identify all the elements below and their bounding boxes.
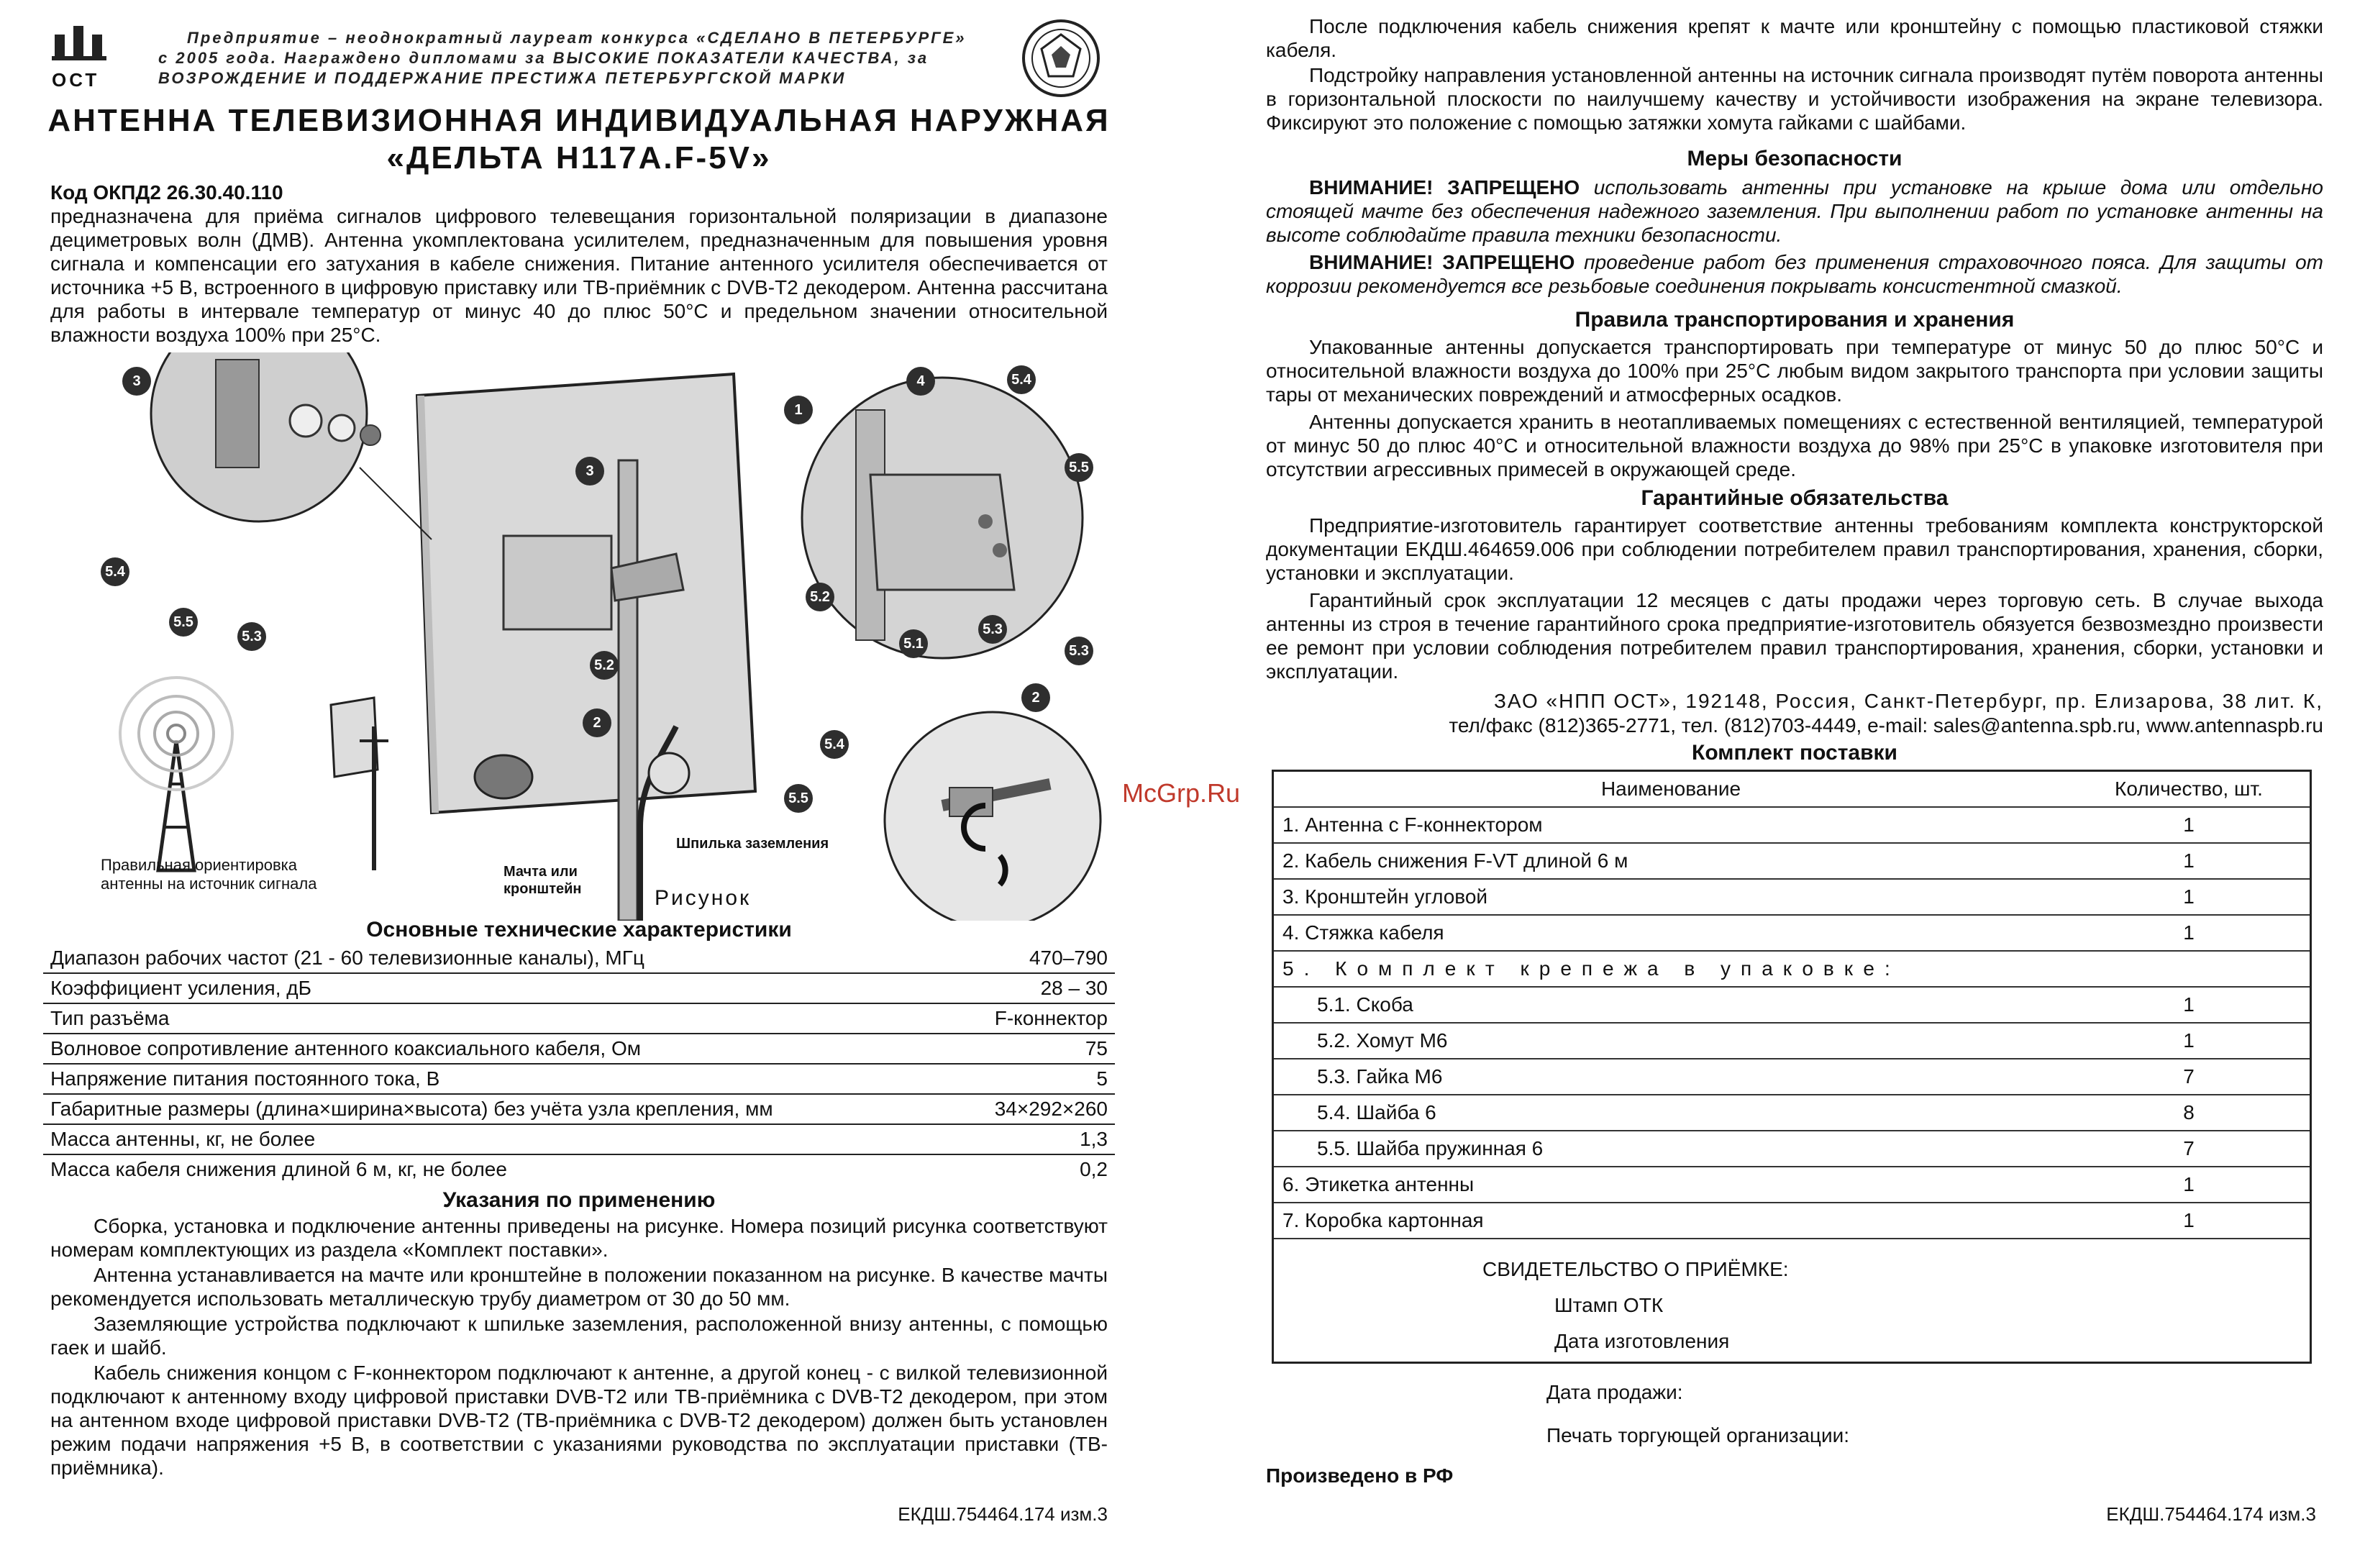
figure-badge: 2	[583, 708, 611, 737]
kit-item-qty: 1	[2068, 987, 2310, 1023]
safety-paragraph-2	[1266, 250, 2323, 298]
kit-item-name: 6. Этикетка антенны	[1274, 1167, 2068, 1203]
figure-badge: 5.3	[978, 615, 1007, 644]
mast-label	[503, 863, 582, 898]
kit-item-name: 5.5. Шайба пружинная 6	[1274, 1131, 2068, 1167]
figure-badge: 5.5	[784, 784, 813, 813]
spec-value: F-коннектор	[994, 1007, 1108, 1029]
kit-item-name: 7. Коробка картонная	[1274, 1203, 2068, 1239]
logo-text: ОСТ	[52, 69, 100, 91]
kit-item-name: 4. Стяжка кабеля	[1274, 915, 2068, 951]
safety-2-lead: ВНИМАНИЕ! ЗАПРЕЩЕНО	[1309, 251, 1575, 273]
spec-value: 0,2	[1080, 1158, 1108, 1180]
spec-label: Масса антенны, кг, не более	[50, 1128, 316, 1150]
kit-item-qty: 1	[2068, 915, 2310, 951]
right-footer-code: ЕКДШ.754464.174 изм.3	[2106, 1503, 2316, 1525]
right-page	[1266, 0, 2323, 1568]
warranty-paragraph-2: Гарантийный срок эксплуатации 12 месяцев с даты продажи через торговую сеть. В случае выхода антенны из строя в течение гарантийного срока предприятие-изготовитель обязуется безвозмездно произвести ее ремонт при условии соблюдения потребителем правил транспортирования, хранения, сборки, установки и эксплуатации.	[1266, 589, 2323, 683]
figure-badge: 4	[906, 367, 935, 396]
usage-paragraph: Кабель снижения концом с F-коннектором подключают к антенне, а другой конец - с вилкой телевизионной подключают к антенному входу цифровой приставки DVB-T2 или ТВ-приёмника с DVB-T2 декодером, при этом на антенном входе цифровой приставки DVB-T2 (ТВ-приёмника с DVB-T2 декодером) должен быть установлен режим подачи напряжения +5 В, в соответствии с указаниями руководства по эксплуатации приставки (ТВ-приёмника).	[50, 1362, 1108, 1479]
kit-item-name: 3. Кронштейн угловой	[1274, 879, 2068, 915]
kit-item-name: 5.3. Гайка М6	[1274, 1059, 2068, 1095]
mast-label-line-2: кронштейн	[503, 881, 582, 897]
kit-item-qty: 7	[2068, 1059, 2310, 1095]
kit-row	[1274, 843, 2310, 879]
seller-stamp: Печать торгующей организации:	[1546, 1424, 1850, 1446]
left-page	[43, 0, 1115, 1568]
sale-date: Дата продажи:	[1546, 1381, 1683, 1403]
specs-heading: Основные технические характеристики	[366, 918, 792, 942]
spec-row	[43, 944, 1115, 974]
warranty-paragraph-1: Предприятие-изготовитель гарантирует соответствие антенны требованиям комплекта конструкторской документации ЕКДШ.464659.006 при соблюдении потребителем правил транспортирования, хранения, сборки, установки и эксплуатации.	[1266, 514, 2323, 584]
orientation-note-line-1: Правильная ориентировка	[101, 856, 297, 874]
company-line-1: ЗАО «НПП ОСТ», 192148, Россия, Санкт-Петербург, пр. Елизарова, 38 лит. К,	[1493, 690, 2323, 712]
spec-row	[43, 1095, 1115, 1125]
orientation-note	[101, 856, 316, 893]
spec-value: 75	[1085, 1037, 1108, 1059]
kit-col-name: Наименование	[1274, 772, 2068, 807]
assembly-figure	[43, 352, 1115, 921]
kit-row	[1274, 1167, 2310, 1203]
safety-1-text: использовать антенны при установке на крыше дома или отдельно стоящей мачте без обеспечения надежного заземления. При выполнении работ по установке антенны на высоте соблюдайте правила техники безопасности.	[1266, 176, 2323, 246]
figure-badge: 5.3	[1065, 637, 1093, 665]
transport-paragraph-1: Упакованные антенны допускается транспортировать при температуре от минус 50 до плюс 50°С и относительной влажности воздуха до 100% при 25°С любым видом закрытого транспорта при условии защиты тары от механических повреждений и атмосферных осадков.	[1266, 336, 2323, 406]
spec-row	[43, 1155, 1115, 1184]
quality-seal-icon	[1021, 19, 1101, 98]
company-line-2: тел/факс (812)365-2771, тел. (812)703-4449, e-mail: sales@antenna.spb.ru, www.antennaspb.ru	[1449, 714, 2323, 737]
kit-table-frame	[1272, 770, 2312, 1364]
kit-item-qty: 1	[2068, 807, 2310, 843]
award-line-2: с 2005 года. Награждено дипломами за ВЫСОКИЕ ПОКАЗАТЕЛИ КАЧЕСТВА, за	[158, 49, 929, 67]
usage-paragraph: Сборка, установка и подключение антенны приведены на рисунке. Номера позиций рисунка соответствуют номерам комплектующих из раздела «Комплект поставки».	[50, 1215, 1108, 1261]
company-info	[1266, 689, 2323, 738]
kit-item-name: 5.1. Скоба	[1274, 987, 2068, 1023]
acceptance-date: Дата изготовления	[1554, 1330, 1730, 1352]
figure-badge: 3	[575, 457, 604, 486]
figure-badge: 5.4	[101, 557, 129, 586]
kit-item-qty: 7	[2068, 1131, 2310, 1167]
kit-row	[1274, 915, 2310, 951]
spec-value: 470–790	[1029, 947, 1108, 969]
kit-table	[1274, 772, 2310, 1239]
transport-paragraph-2: Антенны допускается хранить в неотапливаемых помещениях с естественной вентиляцией, температурой от минус 50 до плюс 40°С и относительной влажности воздуха до 98% при 25°С в упаковке изготовителя при отсутствии агрессивных примесей в окружающей среде.	[1266, 411, 2323, 480]
figure-badge: 5.4	[1007, 365, 1036, 394]
kit-item-qty	[2068, 951, 2310, 987]
usage-heading: Указания по применению	[442, 1188, 716, 1212]
orientation-note-line-2: антенны на источник сигнала	[101, 875, 317, 893]
kit-item-qty: 1	[2068, 1203, 2310, 1239]
kit-row	[1274, 807, 2310, 843]
right-paragraph-1: После подключения кабель снижения крепят к мачте или кронштейну с помощью пластиковой стяжки кабеля.	[1266, 15, 2323, 61]
spec-row	[43, 1004, 1115, 1034]
figure-badge: 5.1	[899, 629, 928, 658]
spec-row	[43, 1034, 1115, 1065]
kit-row	[1274, 1059, 2310, 1095]
kit-item-name: 5.4. Шайба 6	[1274, 1095, 2068, 1131]
figure-badge: 5.3	[237, 622, 266, 651]
figure-badge: 5.5	[1065, 453, 1093, 482]
spec-label: Волновое сопротивление антенного коаксиального кабеля, Ом	[50, 1037, 641, 1059]
safety-paragraph-1	[1266, 176, 2323, 247]
made-in: Произведено в РФ	[1266, 1464, 1454, 1487]
spec-value: 34×292×260	[994, 1098, 1108, 1120]
product-title-line-1: АНТЕННА ТЕЛЕВИЗИОННАЯ ИНДИВИДУАЛЬНАЯ НАРУЖНАЯ	[47, 103, 1111, 138]
spec-label: Коэффициент усиления, дБ	[50, 977, 311, 999]
kit-item-name: 1. Антенна с F-коннектором	[1274, 807, 2068, 843]
spec-row	[43, 974, 1115, 1004]
award-line-3: ВОЗРОЖДЕНИЕ И ПОДДЕРЖАНИЕ ПРЕСТИЖА ПЕТЕРБУРГСКОЙ МАРКИ	[158, 69, 847, 87]
intro-text: предназначена для приёма сигналов цифрового телевещания горизонтальной поляризации в диапазоне дециметровых волн (ДМВ). Антенна укомплектована усилителем, предназначенным для повышения уровня сигнала и компенсации его затухания в кабеле снижения. Питание антенного усилителя обеспечивается от источника +5 В, встроенного в цифровую приставку или ТВ-приёмник с DVB-T2 декодером. Антенна рассчитана для работы в интервале температур от минус 40 до плюс 50°С и предельном значении относительной влажности воздуха 100% при 25°С.	[50, 205, 1108, 346]
spec-label: Напряжение питания постоянного тока, В	[50, 1067, 440, 1090]
kit-item-qty: 1	[2068, 879, 2310, 915]
kit-item-qty: 1	[2068, 1167, 2310, 1203]
kit-heading: Комплект поставки	[1692, 741, 1897, 765]
usage-paragraph: Заземляющие устройства подключают к шпильке заземления, расположенной внизу антенны, с помощью гаек и шайб.	[50, 1313, 1108, 1359]
specs-table	[43, 944, 1115, 1188]
kit-header-row	[1274, 772, 2310, 807]
kit-item-qty: 8	[2068, 1095, 2310, 1131]
spec-label: Диапазон рабочих частот (21 - 60 телевизионные каналы), МГц	[50, 947, 644, 969]
figure-badge: 2	[1021, 683, 1050, 712]
acceptance-stamp: Штамп ОТК	[1554, 1294, 1664, 1316]
kit-item-name: 2. Кабель снижения F-VT длиной 6 м	[1274, 843, 2068, 879]
transport-heading: Правила транспортирования и хранения	[1575, 308, 2015, 332]
warranty-heading: Гарантийные обязательства	[1641, 486, 1949, 510]
kit-row	[1274, 879, 2310, 915]
figure-caption: Рисунок	[655, 886, 752, 910]
kit-item-qty: 1	[2068, 1023, 2310, 1059]
spec-value: 28 – 30	[1040, 977, 1108, 999]
safety-2-text: проведение работ без применения страховочного пояса. Для защиты от коррозии рекомендуется все резьбовые соединения покрывать консистентной смазкой.	[1266, 251, 2323, 297]
figure-badge: 1	[784, 396, 813, 424]
acceptance-title: СВИДЕТЕЛЬСТВО О ПРИЁМКЕ:	[1482, 1258, 1789, 1280]
award-line-1: Предприятие – неоднократный лауреат конкурса «СДЕЛАНО В ПЕТЕРБУРГЕ»	[187, 29, 967, 47]
mast-label-line-1: Мачта или	[503, 864, 578, 880]
assembly-drawing	[43, 352, 1115, 921]
kit-col-qty: Количество, шт.	[2068, 772, 2310, 807]
kit-row	[1274, 1023, 2310, 1059]
spec-row	[43, 1065, 1115, 1095]
watermark: McGrp.Ru	[1122, 778, 1241, 808]
figure-badge: 5.5	[169, 608, 198, 637]
usage-paragraph: Антенна устанавливается на мачте или кронштейне в положении показанном на рисунке. В качестве мачты рекомендуется использовать металлическую трубу диаметром от 30 до 50 мм.	[50, 1264, 1108, 1310]
kit-row	[1274, 1131, 2310, 1167]
spec-label: Тип разъёма	[50, 1007, 170, 1029]
kit-item-name: 5.2. Хомут М6	[1274, 1023, 2068, 1059]
kit-row	[1274, 987, 2310, 1023]
figure-badge: 5.2	[806, 583, 834, 611]
kit-row	[1274, 1203, 2310, 1239]
figure-badge: 3	[122, 367, 151, 396]
okpd-code: Код ОКПД2 26.30.40.110	[50, 181, 283, 204]
kit-row	[1274, 951, 2310, 987]
product-title-line-2: «ДЕЛЬТА Н117А.F-5V»	[386, 140, 772, 176]
spec-label: Масса кабеля снижения длиной 6 м, кг, не более	[50, 1158, 507, 1180]
spec-label: Габаритные размеры (длина×ширина×высота) без учёта узла крепления, мм	[50, 1098, 773, 1120]
figure-badge: 5.2	[590, 651, 619, 680]
figure-badge: 5.4	[820, 730, 849, 759]
right-paragraph-2: Подстройку направления установленной антенны на источник сигнала производят путём поворота антенны в горизонтальной плоскости по наилучшему качеству и устойчивости изображения на экране телевизора. Фиксируют это положение с помощью затяжки хомута гайками с шайбами.	[1266, 64, 2323, 134]
safety-1-lead: ВНИМАНИЕ! ЗАПРЕЩЕНО	[1309, 176, 1580, 199]
kit-item-qty: 1	[2068, 843, 2310, 879]
left-footer-code: ЕКДШ.754464.174 изм.3	[898, 1503, 1108, 1525]
kit-row	[1274, 1095, 2310, 1131]
kit-item-name: 5. Комплект крепежа в упаковке:	[1274, 951, 2068, 987]
ground-label: Шпилька заземления	[676, 836, 829, 852]
spec-value: 1,3	[1080, 1128, 1108, 1150]
safety-heading: Меры безопасности	[1687, 147, 1903, 170]
spec-row	[43, 1125, 1115, 1155]
spec-value: 5	[1096, 1067, 1108, 1090]
